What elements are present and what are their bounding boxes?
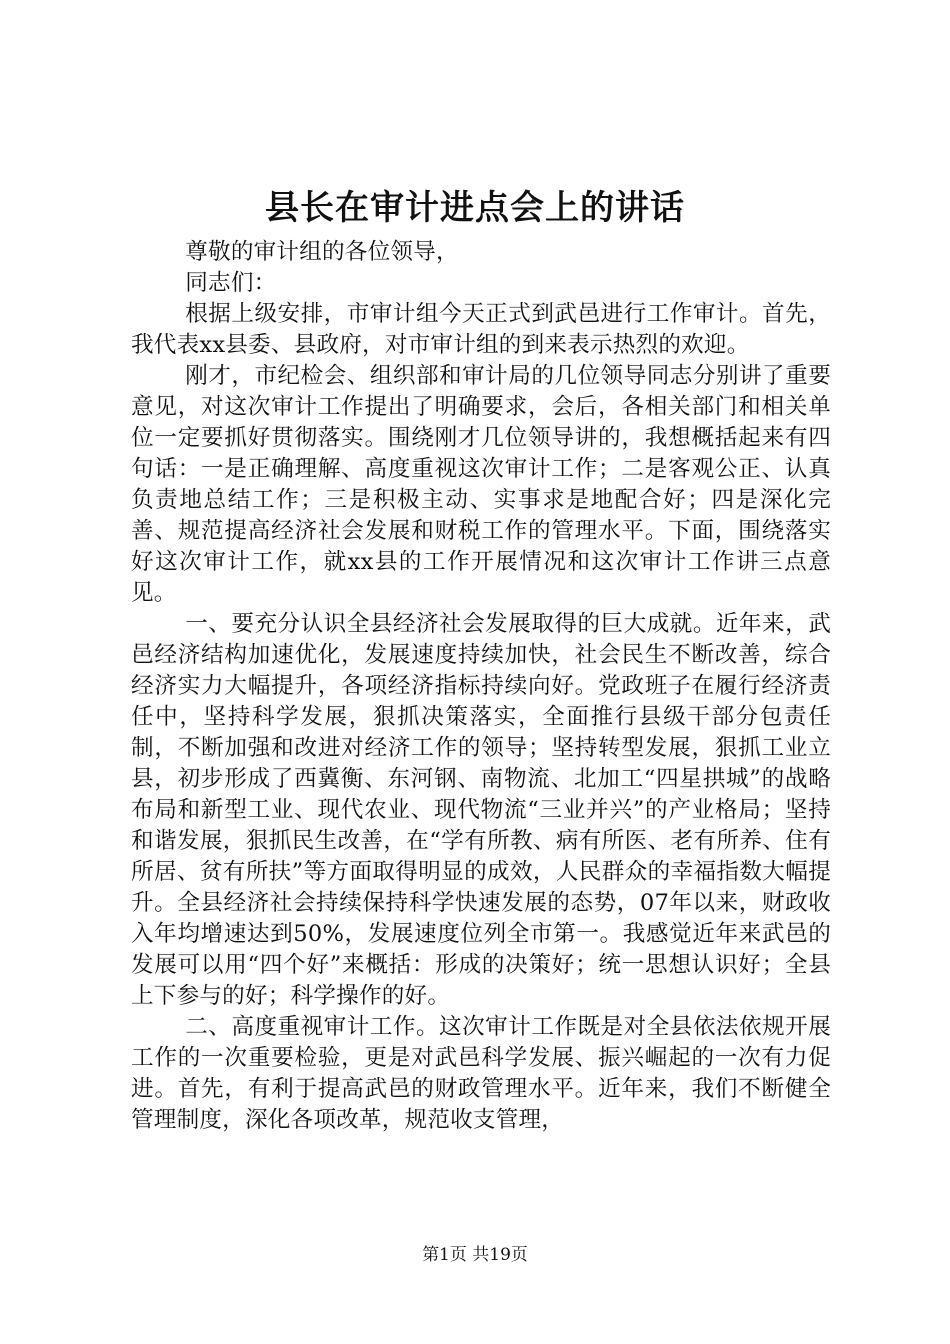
salutation-comrades: 同志们：: [185, 270, 277, 296]
body-paragraph: 一、要充分认识全县经济社会发展取得的巨大成就。近年来，武邑经济结构加速优化，发展速度持续加快，社会民生不断改善，综合经济实力大幅提升，各项经济指标持续向好。党政班子在履行经济责任中，坚持科学发展，狠抓决策落实，全面推行县级干部分包责任制，不断加强和改进对经济工作的领导；坚持转型发展，狠抓工业立县，初步形成了西冀衡、东河钢、南物流、北加工“四星拱城”的战略布局和新型工业、现代农业、现代物流“三业并兴”的产业格局；坚持和谐发展，狠抓民生改善，在“学有所教、病有所医、老有所养、住有所居、贫有所扶”等方面取得明显的成效，人民群众的幸福指数大幅提升。全县经济社会持续保持科学快速发展的态势，07年以来，财政收入年均增速达到50%，发展速度位列全市第一。我感觉近年来武邑的发展可以用“四个好”来概括：形成的决策好；统一思想认识好；全县上下参与的好；科学操作的好。: [131, 611, 831, 1009]
document-title: 县长在审计进点会上的讲话: [265, 188, 685, 228]
body-paragraph: 刚才，市纪检会、组织部和审计局的几位领导同志分别讲了重要意见，对这次审计工作提出了明确要求，会后，各相关部门和相关单位一定要抓好贯彻落实。围绕刚才几位领导讲的，我想概括起来有四句话：一是正确理解、高度重视这次审计工作；二是客观公正、认真负责地总结工作；三是积极主动、实事求是地配合好；四是深化完善、规范提高经济社会发展和财税工作的管理水平。下面，围绕落实好这次审计工作，就xx县的工作开展情况和这次审计工作讲三点意见。: [131, 363, 831, 606]
body-paragraph: 二、高度重视审计工作。这次审计工作既是对全县依法依规开展工作的一次重要检验，更是对武邑科学发展、振兴崛起的一次有力促进。首先，有利于提高武邑的财政管理水平。近年来，我们不断健全管理制度，深化各项改革，规范收支管理，: [131, 1014, 831, 1133]
document-body: [131, 237, 831, 1136]
salutation-line: 尊敬的审计组的各位领导，: [185, 239, 459, 265]
body-paragraph: 根据上级安排，市审计组今天正式到武邑进行工作审计。首先，我代表xx县委、县政府，对市审计组的到来表示热烈的欢迎。: [131, 301, 831, 358]
page-number-footer: 第1页 共19页: [422, 1245, 528, 1265]
